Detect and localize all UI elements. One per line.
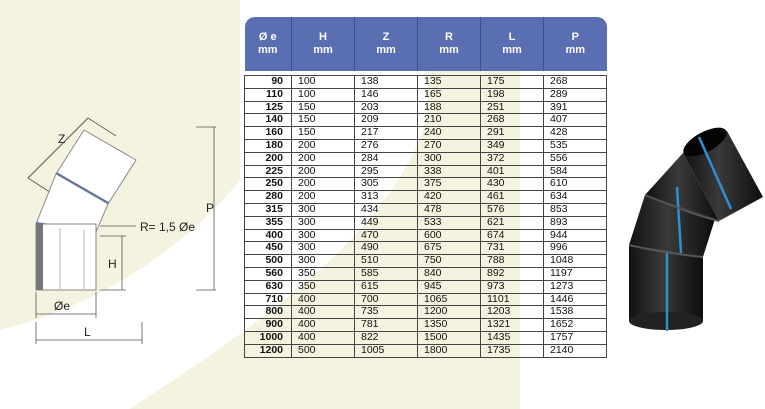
table-cell: 400 bbox=[292, 293, 355, 306]
column-header-unit: mm bbox=[313, 44, 333, 56]
table-cell: 349 bbox=[481, 139, 544, 152]
table-cell: 470 bbox=[355, 229, 418, 242]
table-cell-diameter: 160 bbox=[245, 127, 292, 140]
table-cell: 338 bbox=[418, 165, 481, 178]
table-header-row bbox=[245, 17, 607, 71]
table-cell: 621 bbox=[481, 216, 544, 229]
spec-table bbox=[244, 17, 607, 358]
table-cell: 210 bbox=[418, 114, 481, 127]
table-cell: 735 bbox=[355, 306, 418, 319]
table-cell: 600 bbox=[418, 229, 481, 242]
elbow-product-photo bbox=[615, 125, 765, 335]
l-label: L bbox=[84, 325, 91, 339]
table-cell-diameter: 710 bbox=[245, 293, 292, 306]
table-cell: 289 bbox=[544, 88, 607, 101]
table-cell: 251 bbox=[481, 101, 544, 114]
table-cell: 434 bbox=[355, 203, 418, 216]
table-cell: 428 bbox=[544, 127, 607, 140]
table-row bbox=[245, 216, 607, 229]
table-cell: 407 bbox=[544, 114, 607, 127]
column-header-symbol: Ø e bbox=[258, 31, 277, 43]
table-cell: 556 bbox=[544, 152, 607, 165]
column-header-symbol: P bbox=[571, 31, 579, 43]
table-cell: 1652 bbox=[544, 319, 607, 332]
table-cell: 300 bbox=[292, 255, 355, 268]
table-cell: 420 bbox=[418, 191, 481, 204]
table-cell: 150 bbox=[292, 127, 355, 140]
dimension-table bbox=[244, 17, 606, 406]
column-header bbox=[544, 17, 607, 71]
column-header bbox=[292, 17, 355, 71]
table-cell-diameter: 630 bbox=[245, 280, 292, 293]
table-cell: 300 bbox=[418, 152, 481, 165]
table-cell: 165 bbox=[418, 88, 481, 101]
table-cell-diameter: 400 bbox=[245, 229, 292, 242]
table-row bbox=[245, 331, 607, 344]
table-cell: 700 bbox=[355, 293, 418, 306]
table-cell: 284 bbox=[355, 152, 418, 165]
table-cell: 1538 bbox=[544, 306, 607, 319]
table-cell: 2140 bbox=[544, 344, 607, 357]
table-row bbox=[245, 242, 607, 255]
table-row bbox=[245, 152, 607, 165]
h-label: H bbox=[108, 257, 117, 271]
table-row bbox=[245, 255, 607, 268]
table-cell: 350 bbox=[292, 267, 355, 280]
table-cell: 840 bbox=[418, 267, 481, 280]
table-row bbox=[245, 88, 607, 101]
table-cell: 313 bbox=[355, 191, 418, 204]
table-cell: 100 bbox=[292, 76, 355, 89]
table-cell: 150 bbox=[292, 114, 355, 127]
z-label: Z bbox=[58, 132, 66, 146]
table-cell: 1065 bbox=[418, 293, 481, 306]
table-cell-diameter: 560 bbox=[245, 267, 292, 280]
table-cell: 200 bbox=[292, 152, 355, 165]
table-cell-diameter: 180 bbox=[245, 139, 292, 152]
table-cell-diameter: 250 bbox=[245, 178, 292, 191]
table-cell: 478 bbox=[418, 203, 481, 216]
table-cell: 1101 bbox=[481, 293, 544, 306]
table-cell: 1200 bbox=[418, 306, 481, 319]
table-cell: 188 bbox=[418, 101, 481, 114]
table-cell-diameter: 355 bbox=[245, 216, 292, 229]
column-header-unit: mm bbox=[439, 44, 459, 56]
table-cell: 610 bbox=[544, 178, 607, 191]
table-cell: 1005 bbox=[355, 344, 418, 357]
table-cell: 305 bbox=[355, 178, 418, 191]
table-cell: 1197 bbox=[544, 267, 607, 280]
table-cell: 350 bbox=[292, 280, 355, 293]
table-row bbox=[245, 178, 607, 191]
column-header-unit: mm bbox=[565, 44, 586, 56]
table-cell: 400 bbox=[292, 319, 355, 332]
column-header-unit: mm bbox=[502, 44, 522, 56]
table-cell: 268 bbox=[544, 76, 607, 89]
table-cell: 175 bbox=[481, 76, 544, 89]
column-header bbox=[355, 17, 418, 71]
table-cell: 300 bbox=[292, 203, 355, 216]
table-cell: 209 bbox=[355, 114, 418, 127]
table-cell-diameter: 90 bbox=[245, 76, 292, 89]
table-cell: 674 bbox=[481, 229, 544, 242]
table-cell: 731 bbox=[481, 242, 544, 255]
table-cell: 585 bbox=[355, 267, 418, 280]
table-cell: 200 bbox=[292, 178, 355, 191]
table-cell: 1500 bbox=[418, 331, 481, 344]
table-cell-diameter: 500 bbox=[245, 255, 292, 268]
table-cell-diameter: 110 bbox=[245, 88, 292, 101]
table-cell: 634 bbox=[544, 191, 607, 204]
table-cell: 945 bbox=[418, 280, 481, 293]
table-cell: 200 bbox=[292, 165, 355, 178]
table-cell: 295 bbox=[355, 165, 418, 178]
table-cell: 853 bbox=[544, 203, 607, 216]
table-cell: 240 bbox=[418, 127, 481, 140]
table-cell: 268 bbox=[481, 114, 544, 127]
column-header bbox=[481, 17, 544, 71]
table-cell: 500 bbox=[292, 344, 355, 357]
table-cell: 533 bbox=[418, 216, 481, 229]
table-cell: 400 bbox=[292, 331, 355, 344]
table-cell: 1350 bbox=[418, 319, 481, 332]
table-cell: 490 bbox=[355, 242, 418, 255]
table-row bbox=[245, 280, 607, 293]
table-cell: 150 bbox=[292, 101, 355, 114]
table-cell: 1321 bbox=[481, 319, 544, 332]
elbow-dimension-diagram bbox=[0, 0, 240, 409]
table-cell-diameter: 450 bbox=[245, 242, 292, 255]
table-cell: 276 bbox=[355, 139, 418, 152]
table-row bbox=[245, 293, 607, 306]
table-cell: 200 bbox=[292, 191, 355, 204]
table-cell: 430 bbox=[481, 178, 544, 191]
table-cell: 1446 bbox=[544, 293, 607, 306]
table-row bbox=[245, 76, 607, 89]
table-row bbox=[245, 139, 607, 152]
table-cell: 1435 bbox=[481, 331, 544, 344]
table-row bbox=[245, 101, 607, 114]
table-cell-diameter: 225 bbox=[245, 165, 292, 178]
table-cell: 996 bbox=[544, 242, 607, 255]
table-cell: 1203 bbox=[481, 306, 544, 319]
table-cell: 138 bbox=[355, 76, 418, 89]
table-cell-diameter: 200 bbox=[245, 152, 292, 165]
table-row bbox=[245, 344, 607, 357]
table-cell: 401 bbox=[481, 165, 544, 178]
table-cell: 375 bbox=[418, 178, 481, 191]
table-cell: 100 bbox=[292, 88, 355, 101]
table-cell: 893 bbox=[544, 216, 607, 229]
table-cell: 1757 bbox=[544, 331, 607, 344]
column-header-symbol: R bbox=[445, 31, 453, 43]
table-cell: 135 bbox=[418, 76, 481, 89]
table-cell: 1048 bbox=[544, 255, 607, 268]
column-header-symbol: Z bbox=[382, 31, 390, 43]
table-cell: 675 bbox=[418, 242, 481, 255]
table-cell: 892 bbox=[481, 267, 544, 280]
diameter-label: Øe bbox=[54, 299, 71, 313]
table-row bbox=[245, 127, 607, 140]
table-cell-diameter: 125 bbox=[245, 101, 292, 114]
table-row bbox=[245, 203, 607, 216]
table-cell-diameter: 1200 bbox=[245, 344, 292, 357]
table-row bbox=[245, 191, 607, 204]
table-cell: 584 bbox=[544, 165, 607, 178]
table-row bbox=[245, 319, 607, 332]
table-cell: 615 bbox=[355, 280, 418, 293]
table-cell: 781 bbox=[355, 319, 418, 332]
table-cell-diameter: 1000 bbox=[245, 331, 292, 344]
radius-label: R= 1,5 Øe bbox=[140, 220, 196, 234]
table-cell: 198 bbox=[481, 88, 544, 101]
table-cell: 300 bbox=[292, 229, 355, 242]
table-cell: 449 bbox=[355, 216, 418, 229]
table-cell: 1735 bbox=[481, 344, 544, 357]
column-header bbox=[418, 17, 481, 71]
table-row bbox=[245, 114, 607, 127]
table-cell: 372 bbox=[481, 152, 544, 165]
column-header-symbol: H bbox=[319, 31, 327, 43]
table-cell: 300 bbox=[292, 242, 355, 255]
table-cell-diameter: 800 bbox=[245, 306, 292, 319]
table-cell: 535 bbox=[544, 139, 607, 152]
table-cell: 822 bbox=[355, 331, 418, 344]
table-cell: 300 bbox=[292, 216, 355, 229]
table-row bbox=[245, 267, 607, 280]
table-cell: 291 bbox=[481, 127, 544, 140]
table-cell: 576 bbox=[481, 203, 544, 216]
table-cell: 391 bbox=[544, 101, 607, 114]
column-header bbox=[245, 17, 292, 71]
table-cell: 146 bbox=[355, 88, 418, 101]
table-cell: 1273 bbox=[544, 280, 607, 293]
table-cell: 270 bbox=[418, 139, 481, 152]
table-body bbox=[245, 71, 607, 357]
table-cell-diameter: 900 bbox=[245, 319, 292, 332]
table-cell: 788 bbox=[481, 255, 544, 268]
table-cell-diameter: 280 bbox=[245, 191, 292, 204]
table-row bbox=[245, 165, 607, 178]
table-cell: 1800 bbox=[418, 344, 481, 357]
table-cell: 461 bbox=[481, 191, 544, 204]
column-header-symbol: L bbox=[508, 31, 516, 43]
table-cell: 750 bbox=[418, 255, 481, 268]
table-cell: 217 bbox=[355, 127, 418, 140]
column-header-unit: mm bbox=[257, 44, 278, 56]
table-cell: 973 bbox=[481, 280, 544, 293]
table-cell: 400 bbox=[292, 306, 355, 319]
table-row bbox=[245, 306, 607, 319]
table-cell: 944 bbox=[544, 229, 607, 242]
table-cell-diameter: 315 bbox=[245, 203, 292, 216]
table-cell: 510 bbox=[355, 255, 418, 268]
table-cell: 200 bbox=[292, 139, 355, 152]
table-cell: 203 bbox=[355, 101, 418, 114]
p-label: P bbox=[206, 201, 215, 215]
table-row bbox=[245, 229, 607, 242]
table-cell-diameter: 140 bbox=[245, 114, 292, 127]
column-header-unit: mm bbox=[376, 44, 396, 56]
